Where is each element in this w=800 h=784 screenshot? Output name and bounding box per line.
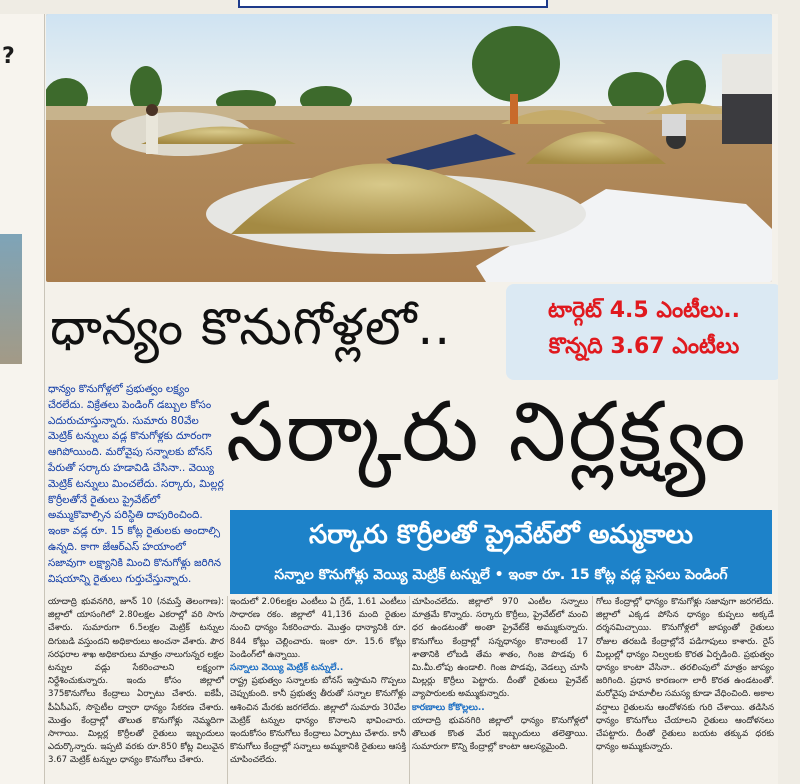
column-2-text-b: రాష్ట్ర ప్రభుత్వం సన్నాలకు బోనస్‌ ఇస్తామని గొప్పలు చెప్పుకుంది. కానీ ప్రభుత్వ తీరుతో సన్నాల కొనుగోళ్లు ఆశించిన మేరకు జరగలేదు. జిల్లాలో సుమారు 30వేల మెట్రిక్‌ టన్నుల ధాన్యం కొనాలని భావించారు. ఇందుకోసం కొనుగోలు కేంద్రాలు ఏర్పాటు చేశారు. కానీ కొనుగోలు కేంద్రాల్లో సన్నాలు అమ్మకానికి రైతులు ఆసక్తి చూపించలేదు.: [230, 676, 406, 766]
body-column-1: [48, 596, 224, 784]
purchased-line: కొన్నది 3.67 ఎంటీలు: [548, 334, 740, 359]
left-fragment-photo: [0, 234, 22, 364]
column-divider: [409, 596, 410, 784]
grain-heaps-photo: [46, 14, 772, 282]
intro-text: ధాన్యం కొనుగోళ్లలో ప్రభుత్వం లక్ష్యం చేరలేదు. విక్రేతలు పెండింగ్‌ డబ్బుల కోసం ఎదురుచూస్తున్నారు. సుమారు 80వేల మెట్రిక్‌ టన్నులు వడ్ల కొనుగోళ్లకు దూరంగా ఆగిపోయింది. మరోవైపు సన్నాలకు బోనస్‌ పేరుతో సర్కారు హడావిడి చేసినా.. వెయ్యి మెట్రిక్‌ టన్నులు మించలేదు. సర్కారు, మిల్లర్ల కొర్రీలతోనే రైతులు ప్రైవేట్‌లో అమ్ముకొవాల్సిన పరిస్థితి దాపురించింది. ఇంకా వడ్ల రూ. 15 కోట్ల రైతులకు అందాల్సి ఉన్నది. కాగా జేఆర్‌ఎస్‌ హయాంలో సజావుగా లక్ష్యానికి మించి కొనుగోళ్లు జరిగిన విషయాన్ని రైతులు గుర్తుచేస్తున్నారు.: [48, 383, 224, 585]
body-column-3: [412, 596, 588, 784]
column-divider: [227, 596, 228, 784]
column-1-text: యాదాద్రి భువనగిరి, జూన్‌ 10 (నమస్తే తెలంగాణ): జిల్లాలో యాసంగిలో 2.80లక్షల ఎకరాల్లో వరి సాగు చేశారు. సుమారుగా 6.5లక్షల మెట్రిక్‌ టన్నుల దిగుబడి వస్తుందని అధికారులు అంచనా వేశారు. పౌర సరఫరాల శాఖ అధికారులు మాత్రం నాలుగున్నర లక్షల టన్నుల వడ్లు సేకరించాలని లక్ష్యంగా నిర్దేశించుకున్నారు. ఇందు కోసం జిల్లాలో 375కొనుగోలు కేంద్రాలు ఏర్పాటు చేశారు. ఐకేపీ, పీఏసీఎస్‌, సొసైటీల ద్వారా ధాన్యం సేకరణ చేశారు. మొత్తం కేంద్రాల్లో తొలుత కొనుగోళ్లు నెమ్మదిగా సాగాయి. మిల్లర్ల కొర్రీలతో రైతులు ఇబ్బందులు ఎదుర్కొన్నారు. ఇప్పటి వరకు రూ.850 కోట్ల విలువైన 3.67 మెట్రిక్‌ టన్నుల ధాన్యం కొనుగోలు చేశారు.: [48, 597, 224, 766]
column-3-text-b: యాదాద్రి భువనగిరి జిల్లాలో ధాన్యం కొనుగోళ్లలో తొలుత కొంత మేర ఇబ్బందులు తలెత్తాయి. సుమారుగా కొన్ని కేంద్రాల్లో కాంటా ఆలస్యమైంది.: [412, 715, 588, 753]
right-column-fragment: [778, 14, 800, 784]
left-fragment-mark: ?: [2, 44, 15, 69]
intro-summary: [48, 382, 224, 585]
column-2-subhead: సన్నాలు వెయ్యి మెట్రిక్‌ టన్నులే..: [230, 663, 344, 674]
column-3-text: చూపించలేదు. జిల్లాలో 970 ఎంటీల సన్నాలు మాత్రమే కొన్నారు. సర్కారు కొర్రీలు, ప్రైవేట్‌లో మంచి ధర ఉండటంతో అంతా ప్రైవేట్‌కే అమ్ముకున్నారు. కొనుగోలు కేంద్రాల్లో సన్నధాన్యం కొనాలంటే 17 శాతానికి లోబడి తేమ శాతం, గింజ పొడవు 6 మి.మీ.లోపు ఉండాలి. గింజ పొడవు, వెడల్పు చూసి మిల్లర్లు కొర్రీలు పెట్టారు. దీంతో రైతులు ప్రైవేట్‌ వ్యాపారులకు అమ్ముకున్నారు.: [412, 597, 588, 700]
masthead-box: [238, 0, 548, 8]
body-column-2: [230, 596, 406, 784]
subhead-band: [230, 510, 772, 594]
column-2-text: ఇందులో 2.06లక్షల ఎంటీలు ఏ గ్రేడ్‌, 1.61 ఎంటీలు సాధారణ రకం. జిల్లాలో 41,136 మంది రైతుల నుంచి ధాన్యం సేకరించారు. మొత్తం ధాన్యానికి రూ. 844 కోట్లు చెల్లించారు. ఇంకా రూ. 15.6 కోట్లు పెండింగ్‌లో ఉన్నాయి.: [230, 597, 406, 660]
target-callout: [506, 284, 782, 380]
main-headline: సర్కారు నిర్లక్ష్యం: [226, 385, 748, 480]
column-3-subhead: కారణాలు కోకొల్లలు..: [412, 702, 485, 713]
column-4-text: గోలు కేంద్రాల్లో ధాన్యం కొనుగోళ్లు సజావుగా జరగలేదు. జిల్లాలో ఎక్కడ పోసిన ధాన్యం కుప్పలు అక్కడే దర్శనమిచ్చాయి. కొనుగోళ్లలో జాప్యంతో రైతులు రోజుల తరబడి కేంద్రాల్లోనే పడిగాపులు కాశారు. రైస్‌ మిల్లుల్లో ధాన్యం నిల్వలకు కొరత ఏర్పడింది. ప్రభుత్వం ధాన్యం కాంటా వేసినా.. తరలింపులో మాత్రం జాప్యం జరిగింది. ప్రధాన కారణంగా లారీ కొరత ఉండటంతో. మరోవైపు హమాలీల సమస్య కూడా వేధించింది. అకాల వర్షాలు రైతులను ఆందోళనకు గురి చేశాయి. తడిసిన ధాన్యం కొనుగోలు చేయాలని రైతులు ఆందోళనలు చేపట్టారు. దీంతో రైతులు బయట తక్కువ ధరకు ధాన్యం అమ్ముకున్నారు.: [596, 597, 774, 753]
target-line: టార్గెట్ 4.5 ఎంటీలు..: [547, 298, 741, 323]
body-column-4: [596, 596, 774, 784]
kicker-headline: ధాన్యం కొనుగోళ్లలో..: [50, 298, 452, 356]
masthead-strip: [0, 0, 800, 14]
left-column-fragment: [0, 14, 45, 784]
column-divider: [592, 596, 593, 784]
band-subtitle: సన్నాల కొనుగోళ్లు వెయ్యి మెట్రిక్ టన్నులే • ఇంకా రూ. 15 కోట్ల వడ్ల పైసలు పెండింగ్: [274, 567, 728, 583]
band-title: సర్కారు కొర్రీలతో ప్రైవేట్‌లో అమ్మకాలు: [309, 520, 693, 550]
